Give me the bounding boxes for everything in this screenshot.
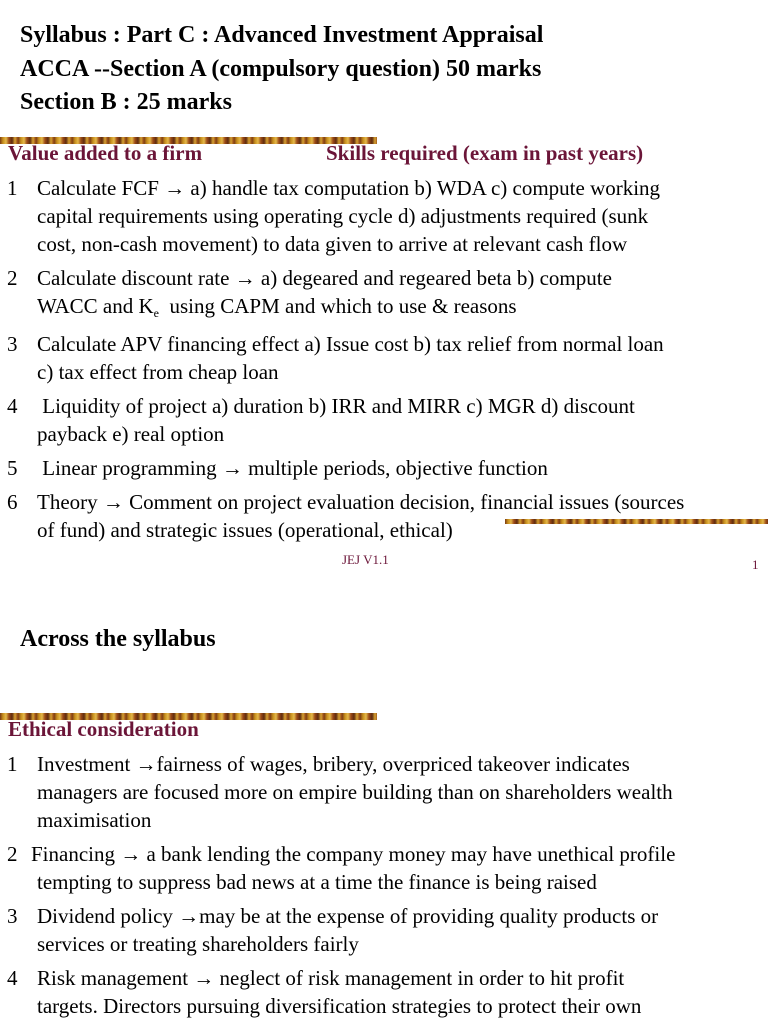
item-text: services or treating shareholders fairly xyxy=(37,932,359,956)
page-number: 1 xyxy=(752,557,759,572)
item-text: tempting to suppress bad news at a time the finance is being raised xyxy=(37,870,597,894)
item-text: Risk management → neglect of risk management in order to hit profit xyxy=(37,966,625,990)
item-text: cost, non-cash movement) to data given to arrive at relevant cash flow xyxy=(37,232,628,256)
item-number: 3 xyxy=(7,332,18,356)
item-text: Calculate APV financing effect a) Issue cost b) tax relief from normal loan xyxy=(37,332,664,356)
item-text: managers are focused more on empire building than on shareholders wealth xyxy=(37,780,673,804)
item-text: Financing → a bank lending the company money may have unethical profile xyxy=(31,842,676,866)
item-number: 5 xyxy=(7,456,18,480)
slide1-title-line-3: Section B : 25 marks xyxy=(20,89,232,115)
slide1-title-line-1: Syllabus : Part C : Advanced Investment Appraisal xyxy=(20,22,544,48)
slide1-header-left: Value added to a firm xyxy=(8,141,203,165)
slide2-header: Ethical consideration xyxy=(8,717,199,741)
item-number: 1 xyxy=(7,752,18,776)
item-number: 3 xyxy=(7,904,18,928)
item-text: Calculate discount rate → a) degeared and regeared beta b) compute xyxy=(37,266,612,290)
item-text: Liquidity of project a) duration b) IRR and MIRR c) MGR d) discount xyxy=(37,394,635,418)
item-text: maximisation xyxy=(37,808,152,832)
decorative-band xyxy=(505,519,768,524)
slide1-title-line-2: ACCA --Section A (compulsory question) 50 marks xyxy=(20,56,542,82)
item-number: 2 xyxy=(7,266,18,290)
item-number: 1 xyxy=(7,176,18,200)
subscript-e: e xyxy=(153,306,159,320)
item-text: Investment →fairness of wages, bribery, overpriced takeover indicates xyxy=(37,752,630,776)
item-text: Linear programming → multiple periods, objective function xyxy=(37,456,548,480)
item-text: c) tax effect from cheap loan xyxy=(37,360,279,384)
item-text xyxy=(37,292,765,327)
item-text: Calculate FCF → a) handle tax computation b) WDA c) compute working xyxy=(37,176,661,200)
slide1-header-right: Skills required (exam in past years) xyxy=(326,141,644,165)
item-text: of fund) and strategic issues (operational, ethical) xyxy=(37,518,453,542)
item-number: 4 xyxy=(7,394,18,418)
item-text: Theory → Comment on project evaluation decision, financial issues (sources xyxy=(37,490,685,514)
item-number: 4 xyxy=(7,966,18,990)
item-number: 2 xyxy=(7,842,18,866)
item-text-part: using CAPM and which to use & reasons xyxy=(159,294,517,318)
slide2-title: Across the syllabus xyxy=(20,626,216,652)
item-text: capital requirements using operating cycle d) adjustments required (sunk xyxy=(37,204,649,228)
item-text-part: WACC and K xyxy=(37,294,154,318)
item-text: payback e) real option xyxy=(37,422,225,446)
footer-label: JEJ V1.1 xyxy=(342,552,389,567)
item-text: Dividend policy →may be at the expense of providing quality products or xyxy=(37,904,659,928)
item-number: 6 xyxy=(7,490,18,514)
item-text: targets. Directors pursuing diversification strategies to protect their own xyxy=(37,994,642,1018)
